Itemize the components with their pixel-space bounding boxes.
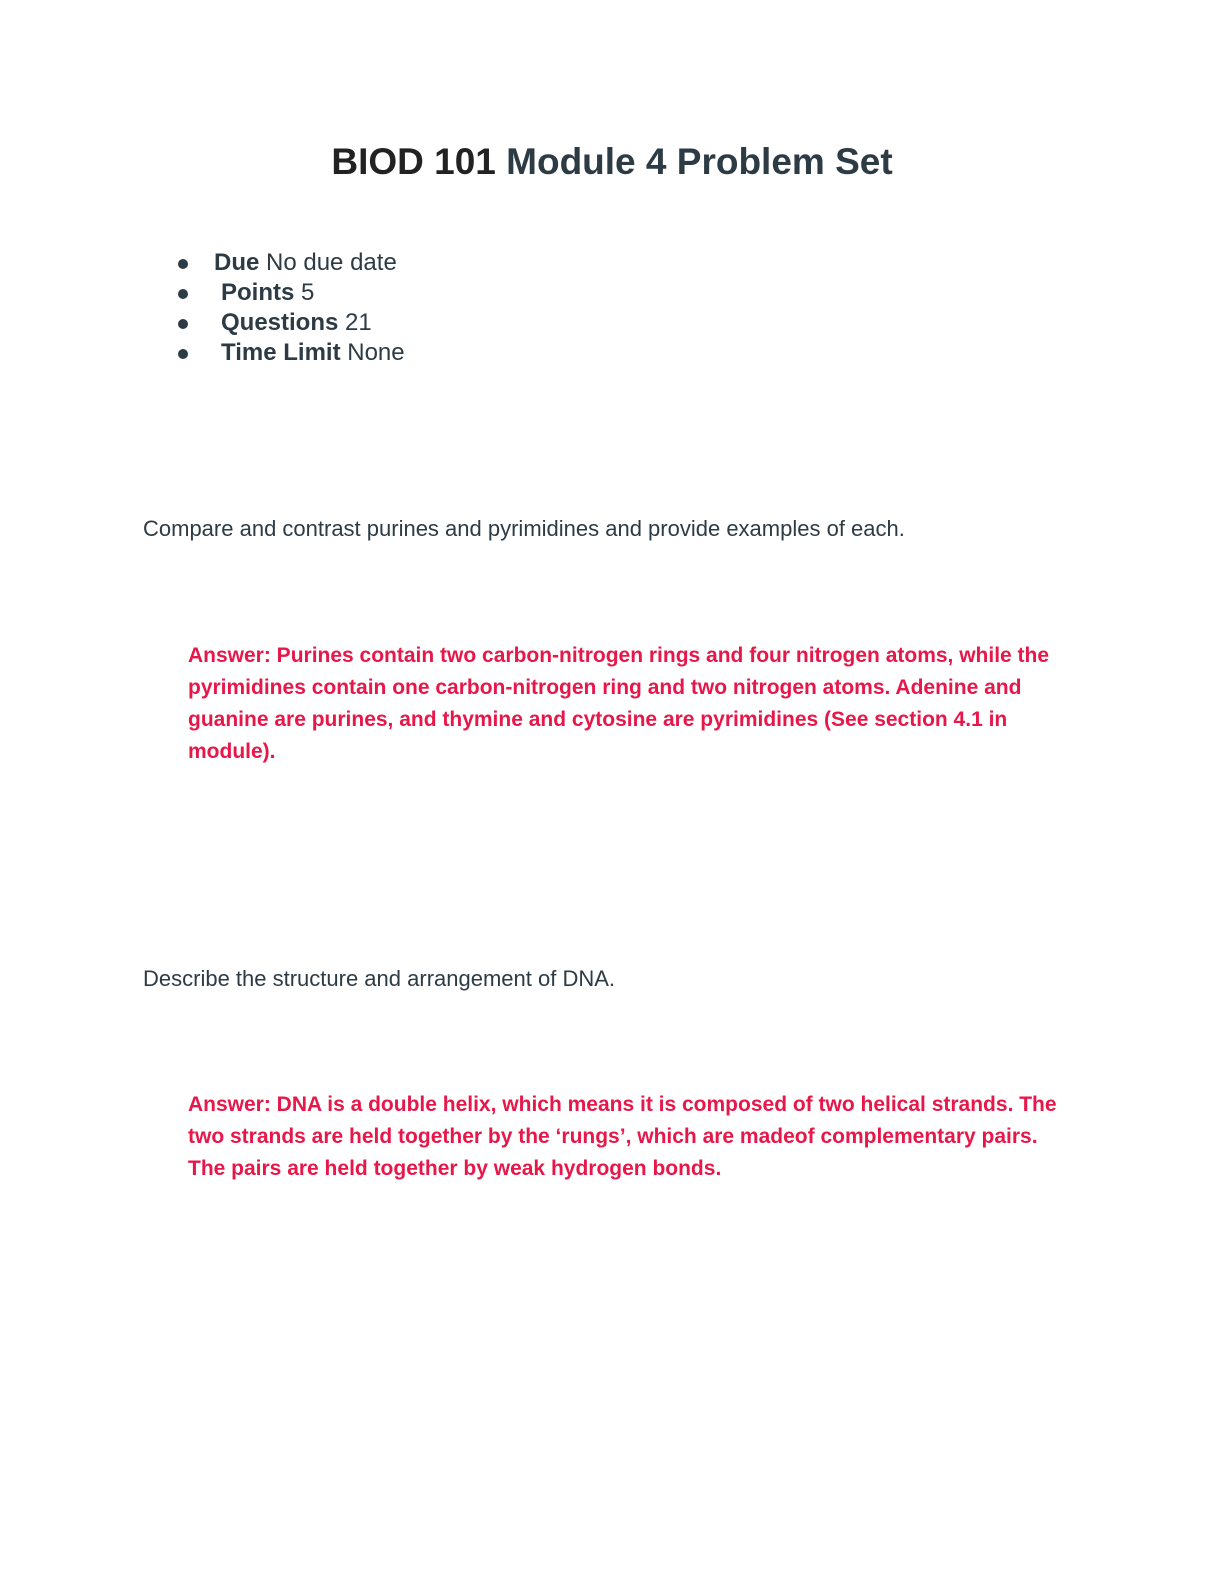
meta-value: None bbox=[347, 339, 405, 366]
meta-key: Time Limit bbox=[221, 339, 341, 366]
meta-key: Points bbox=[221, 279, 295, 306]
bullet-icon bbox=[178, 319, 188, 329]
bullet-icon bbox=[178, 259, 188, 269]
page-title bbox=[0, 138, 1224, 186]
bullet-icon bbox=[178, 289, 188, 299]
question-prompt: Compare and contrast purines and pyrimidines and provide examples of each. bbox=[143, 516, 905, 541]
assignment-title: Module 4 Problem Set bbox=[506, 141, 893, 182]
meta-key: Due bbox=[214, 249, 260, 276]
answer-text: Answer: DNA is a double helix, which means it is composed of two helical strands. The two strands are held together by the ‘rungs’, which are madeof complementary pairs. The pairs are held together by weak hydrogen bonds. bbox=[188, 1093, 1057, 1180]
bullet-icon bbox=[178, 349, 188, 359]
question-prompt: Describe the structure and arrangement of DNA. bbox=[143, 966, 616, 991]
meta-value: 5 bbox=[301, 279, 315, 306]
meta-value: No due date bbox=[266, 249, 397, 276]
answer-text: Answer: Purines contain two carbon-nitrogen rings and four nitrogen atoms, while the pyrimidines contain one carbon-nitrogen ring and two nitrogen atoms. Adenine and guanine are purines, and thymine and cytosine are pyrimidines (See section 4.1 in module). bbox=[188, 644, 1050, 763]
meta-value: 21 bbox=[345, 309, 372, 336]
meta-key: Questions bbox=[221, 309, 339, 336]
course-code: BIOD 101 bbox=[331, 141, 496, 182]
